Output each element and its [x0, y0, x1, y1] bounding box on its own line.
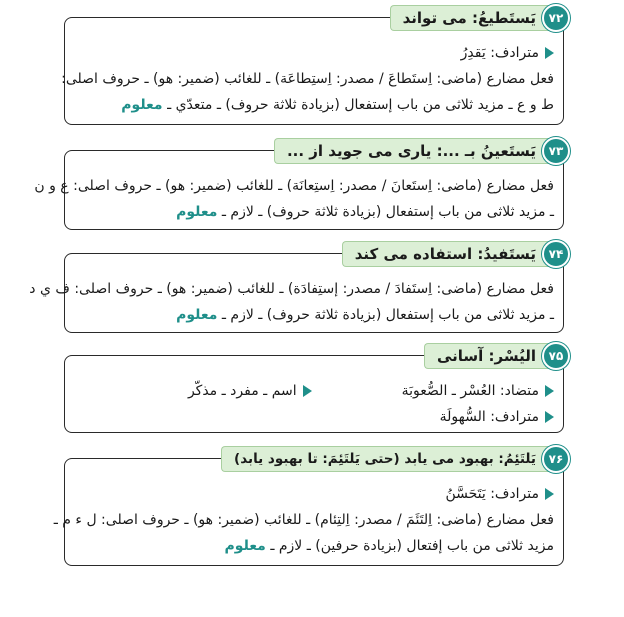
details-line: فعل مضارع (ماضى: اِستَطاعَ / مصدر: اِستِطاعَة) ـ للغائب (ضمير: هو) ـ حروف اصلى:	[61, 71, 554, 87]
entry-heading: يَستَعينُ بـ ...: يارى مى جويد از ...	[274, 138, 550, 164]
triangle-bullet-icon	[545, 411, 554, 423]
synonym-line: مترادف: السُّهولَة	[74, 404, 554, 430]
synonym-line: مترادف: يَتَحَسَّنُ	[74, 481, 554, 507]
entry-body	[53, 481, 554, 559]
status-label: معلوم	[176, 307, 218, 323]
entry-body	[29, 276, 554, 328]
entry-body	[74, 378, 554, 430]
status-label: معلوم	[176, 204, 218, 220]
entry-heading: يَلتَئِمُ: بهبود مى يابد (حتى يَلتَئِمَ: تا بهبود يابد)	[221, 446, 550, 472]
entry-number-badge: ۷۵	[542, 342, 570, 370]
triangle-bullet-icon	[545, 47, 554, 59]
status-label: معلوم	[224, 538, 266, 554]
entry-body	[61, 40, 554, 118]
grammar-line: اسم ـ مفرد ـ مذكّر	[188, 378, 312, 404]
entry-heading: اليُسْر: آسانى	[424, 343, 550, 369]
entry-heading: يَستَفيدُ: استفاده مى كند	[342, 241, 550, 267]
details-line: فعل مضارع (ماضى: اِستَفادَ / مصدر: إستِفادَة) ـ للغائب (ضمير: هو) ـ حروف اصلى: ف ي د	[29, 281, 554, 297]
entry-number-badge: ۷۲	[542, 4, 570, 32]
entry-body	[34, 173, 554, 225]
entry-header	[390, 4, 570, 31]
antonym-row	[74, 378, 554, 404]
details-line: مزيد ثلاثى من باب إفتعال (بزيادة حرفين) ـ لازم ـ معلوم	[224, 538, 554, 554]
details-line: فعل مضارع (ماضى: اِستَعانَ / مصدر: اِستِعانَة) ـ للغائب (ضمير: هو) ـ حروف اصلى: ع و ن	[34, 178, 554, 194]
details-line: فعل مضارع (ماضى: اِلتَئَمَ / مصدر: اِلتِئام) ـ للغائب (ضمير: هو) ـ حروف اصلى: ل ء م ـ	[53, 512, 554, 528]
entry-number-badge: ۷۶	[542, 445, 570, 473]
entry-header	[274, 137, 570, 164]
details-line: ط و ع ـ مزيد ثلاثى من باب إستفعال (بزيادة ثلاثة حروف) ـ متعدّي ـ معلوم	[121, 97, 554, 113]
triangle-bullet-icon	[545, 385, 554, 397]
details-line: ـ مزيد ثلاثى من باب إستفعال (بزيادة ثلاثة حروف) ـ لازم ـ معلوم	[176, 204, 554, 220]
triangle-bullet-icon	[545, 488, 554, 500]
entry-header	[342, 240, 570, 267]
entry-header	[424, 342, 570, 369]
details-line: ـ مزيد ثلاثى من باب إستفعال (بزيادة ثلاثة حروف) ـ لازم ـ معلوم	[176, 307, 554, 323]
entry-heading: يَستَطيعُ: می تواند	[390, 5, 550, 31]
entry-number-badge: ۷۴	[542, 240, 570, 268]
triangle-bullet-icon	[303, 385, 312, 397]
status-label: معلوم	[121, 97, 163, 113]
entry-number-badge: ۷۳	[542, 137, 570, 165]
entry-header	[221, 445, 570, 472]
antonym-line: متضاد: العُسْر ـ الصُّعوبَة	[402, 378, 554, 404]
synonym-line: مترادف: يَقدِرُ	[74, 40, 554, 66]
